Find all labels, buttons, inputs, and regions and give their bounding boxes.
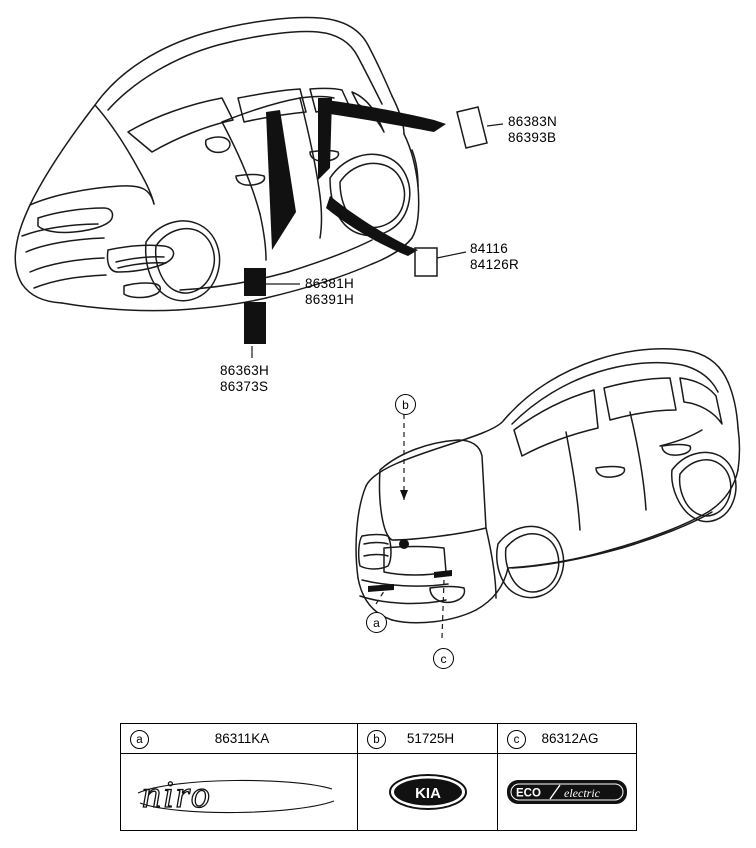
kia-emblem-text: KIA (414, 785, 441, 802)
eco-electric-emblem-art (498, 754, 636, 830)
legend-key-b: b (367, 730, 386, 749)
callout-86393B: 86393B (508, 130, 557, 145)
niro-emblem-text: niro (142, 774, 212, 816)
callout-86363H: 86363H (220, 363, 270, 378)
legend-key-c: c (507, 730, 526, 749)
eco-text: ECO (516, 787, 541, 800)
callout-86381H: 86381H (305, 276, 355, 291)
legend-key-a: a (130, 730, 149, 749)
marker-a: a (366, 612, 387, 633)
kia-emblem-art (358, 754, 497, 830)
legend-column-c (498, 724, 636, 830)
callout-86383N: 86383N (508, 114, 558, 129)
callout-86373S: 86373S (220, 379, 269, 394)
legend-code-b: 51725H (406, 731, 455, 746)
legend-column-b (358, 724, 498, 830)
legend-header-b (358, 724, 497, 754)
legend-table (120, 723, 637, 831)
callout-86391H: 86391H (305, 292, 355, 307)
marker-c: c (433, 648, 454, 669)
callout-84116: 84116 (470, 241, 509, 256)
legend-header-c (498, 724, 636, 754)
legend-code-c: 86312AG (541, 731, 599, 746)
callout-84126R: 84126R (470, 257, 520, 272)
legend-code-a: 86311KA (214, 731, 270, 746)
legend-column-a (121, 724, 358, 830)
niro-emblem-art (121, 754, 357, 830)
marker-b: b (395, 394, 416, 415)
electric-text: electric (564, 786, 600, 800)
legend-header-a (121, 724, 357, 754)
